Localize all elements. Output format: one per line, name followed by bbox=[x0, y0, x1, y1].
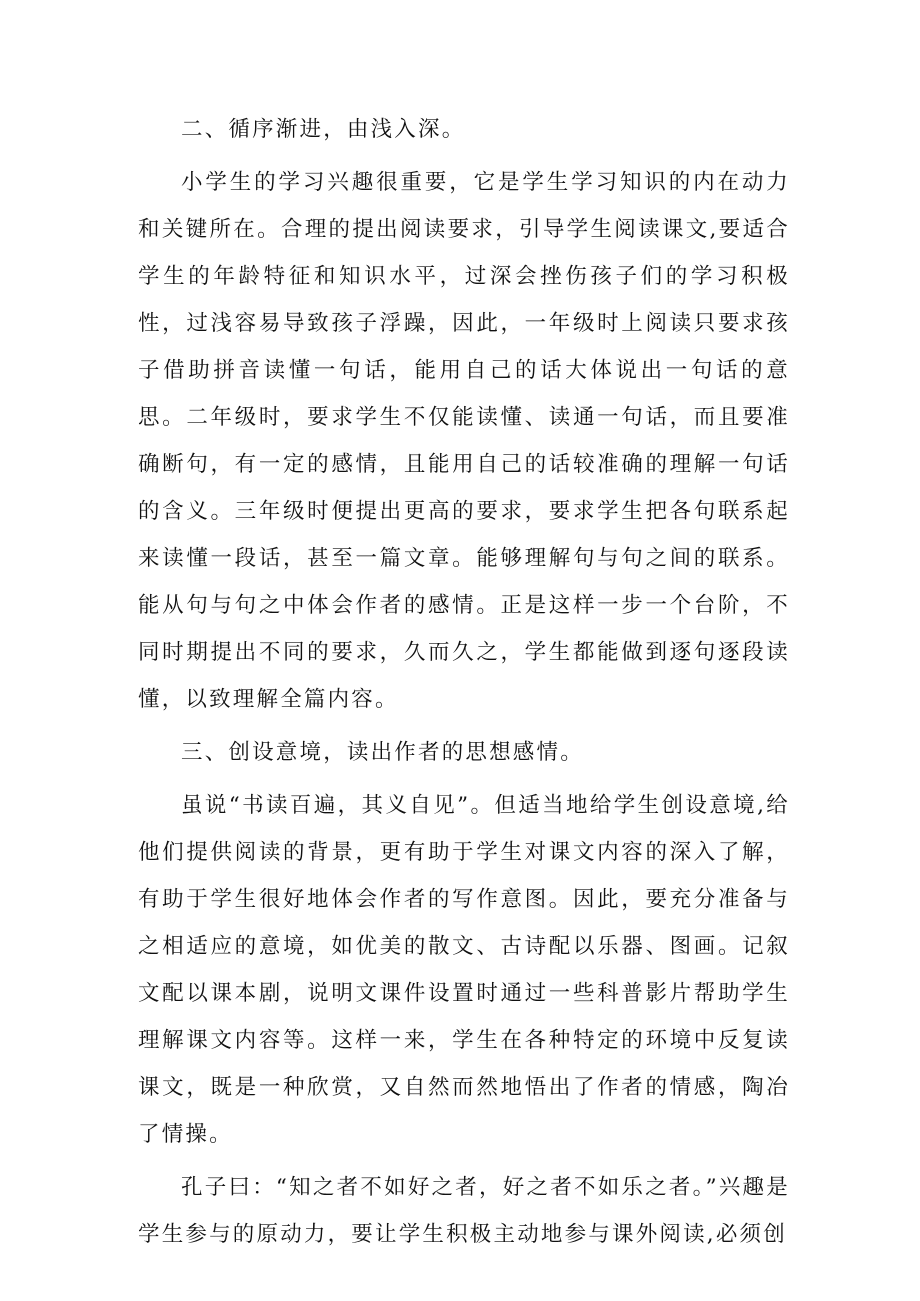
section-heading: 三、创设意境，读出作者的思想感情。 bbox=[181, 740, 584, 765]
section-heading: 二、循序渐进，由浅入深。 bbox=[181, 117, 466, 142]
paragraph: 小学生的学习兴趣很重要，它是学生学习知识的内在动力和关键所在。合理的提出阅读要求，引导学生阅读课文,要适合学生的年龄特征和知识水平，过深会挫伤孩子们的学习积极性，过浅容易导致孩子浮躁，因此，一年级时上阅读只要求孩子借助拼音读懂一句话，能用自己的话大体说出一句话的意思。二年级时，要求学生不仅能读懂、读通一句话，而且要准确断句，有一定的感情，且能用自己的话较准确的理解一句话的含义。三年级时便提出更高的要求，要求学生把各句联系起来读懂一段话，甚至一篇文章。能够理解句与句之间的联系。能从句与句之中体会作者的感情。正是这样一步一个台阶，不同时期提出不同的要求，久而久之，学生都能做到逐句逐段读懂，以致理解全篇内容。 bbox=[138, 170, 790, 712]
paragraph: 虽说“书读百遍，其义自见”。但适当地给学生创设意境,给他们提供阅读的背景，更有助于学生对课文内容的深入了解，有助于学生很好地体会作者的写作意图。因此，要充分准备与之相适应的意境，如优美的散文、古诗配以乐器、图画。记叙文配以课本剧，说明文课件设置时通过一些科普影片帮助学生理解课文内容等。这样一来，学生在各种特定的环境中反复读课文，既是一种欣赏，又自然而然地悟出了作者的情感，陶冶了情操。 bbox=[138, 793, 790, 1147]
document-body bbox=[138, 106, 790, 1258]
paragraph: 孔子曰：“知之者不如好之者，好之者不如乐之者。”兴趣是学生参与的原动力，要让学生积极主动地参与课外阅读,必须创 bbox=[138, 1175, 790, 1247]
